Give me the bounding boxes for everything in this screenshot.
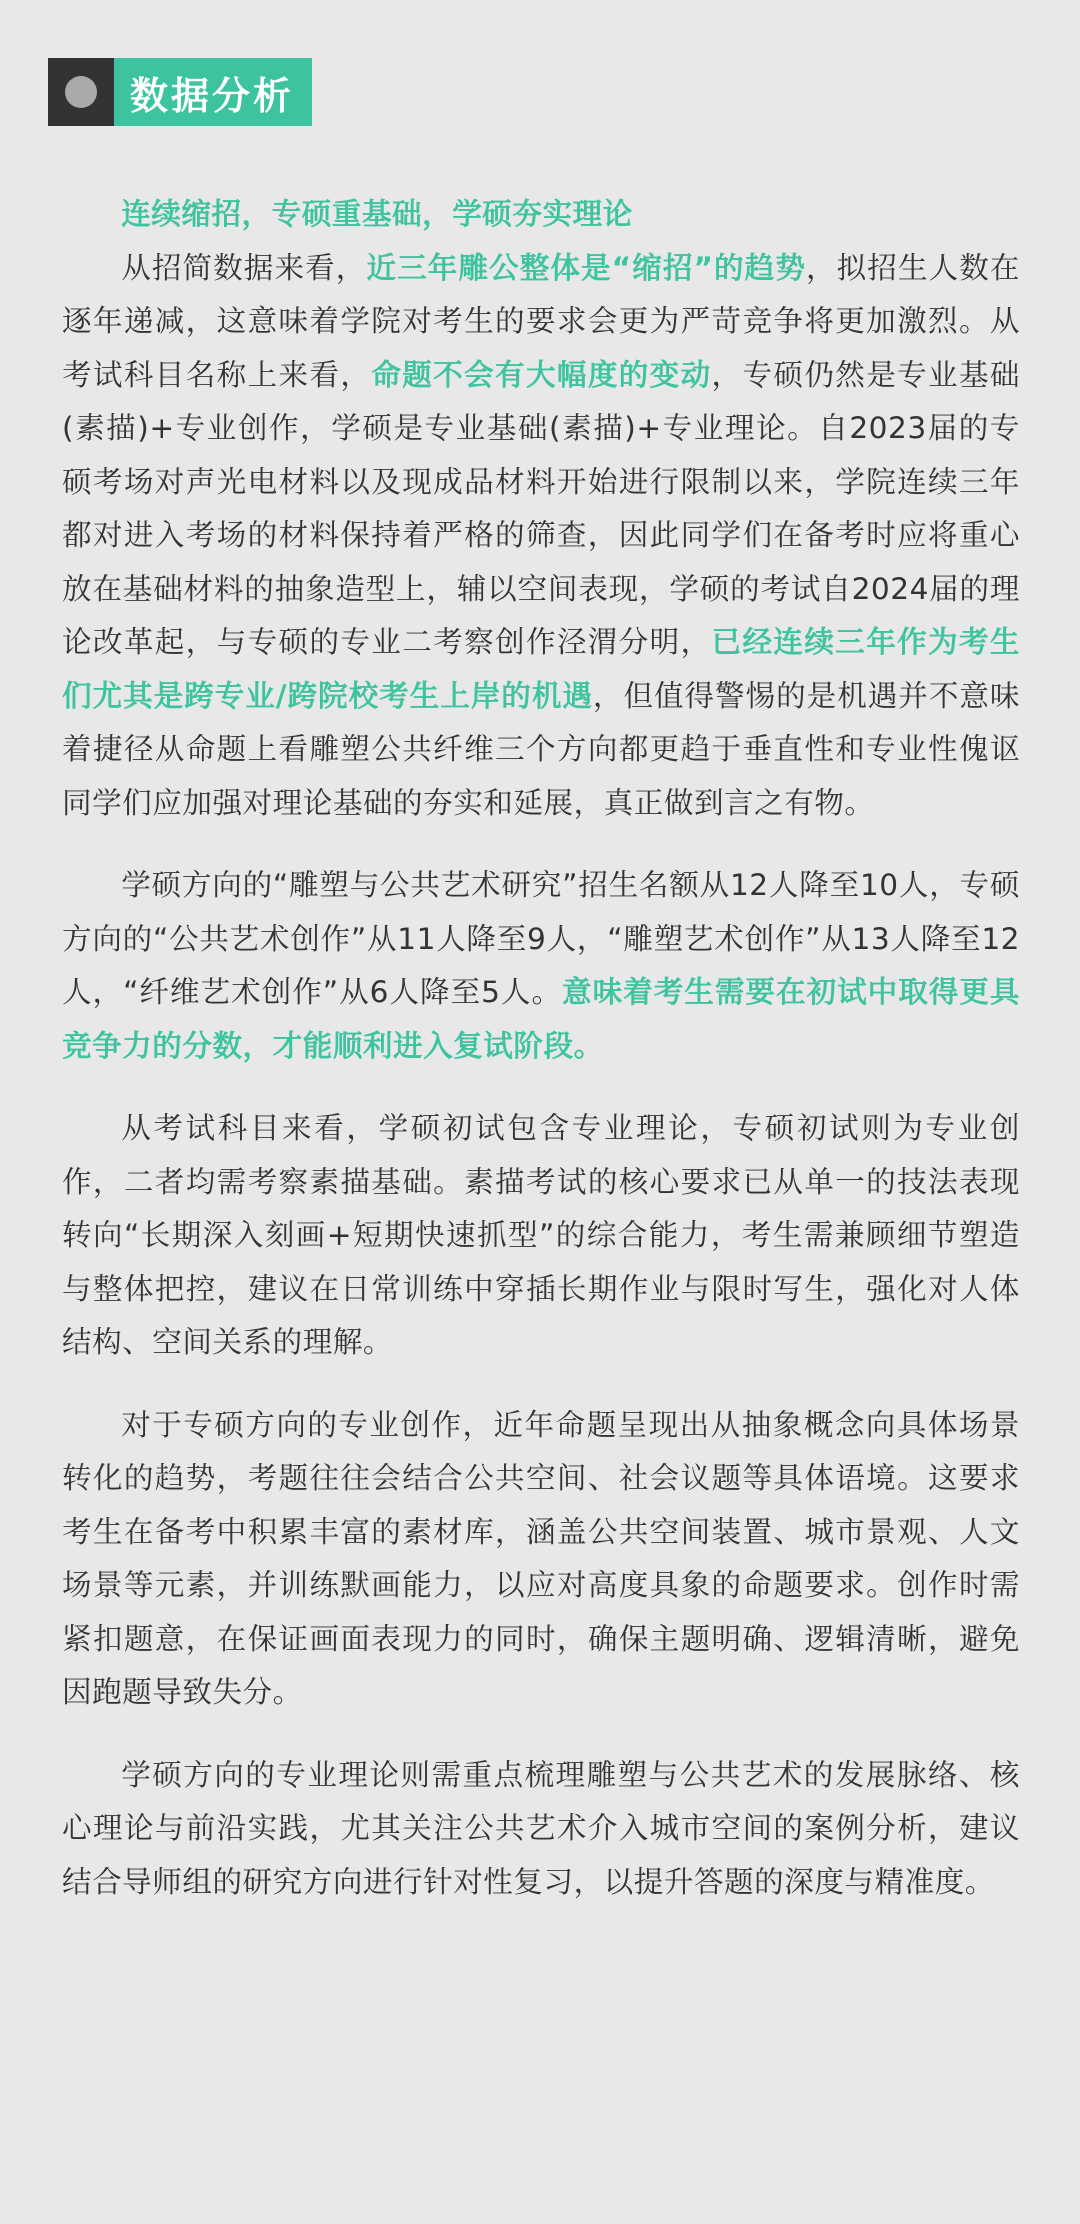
paragraph [62,1102,1020,1370]
body-text: 学硕方向的“雕塑与公共艺术研究”招生名额从12人降至10人，专硕方向的“公共艺术创作”从11人降至9人，“雕塑艺术创作”从13人降至12人，“纤维艺术创作”从6人降至5人。 [62,868,1020,1009]
body-text: 从考试科目来看，学硕初试包含专业理论，专硕初试则为专业创作，二者均需考察素描基础。素描考试的核心要求已从单一的技法表现转向“长期深入刻画+短期快速抓型”的综合能力，考生需兼顾细节塑造与整体把控，建议在日常训练中穿插长期作业与限时写生，强化对人体结构、空间关系的理解。 [62,1111,1020,1359]
header-title: 数据分析 [114,58,312,126]
paragraph [62,1399,1020,1720]
paragraph [62,1749,1020,1910]
section-heading: 连续缩招，专硕重基础，学硕夯实理论 [121,197,633,231]
highlight-text: 意味着考生需要在初试中取得更具竞争力的分数，才能顺利进入复试阶段。 [62,975,1020,1063]
body-text: ，专硕仍然是专业基础(素描)+专业创作，学硕是专业基础(素描)+专业理论。自2023届的专硕考场对声光电材料以及现成品材料开始进行限制以来，学院连续三年都对进入考场的材料保持着严格的筛查，因此同学们在备考时应将重心放在基础材料的抽象造型上，辅以空间表现，学硕的考试自2024届的理论改革起，与专硕的专业二考察创作泾渭分明， [62,357,1021,659]
body-text: 对于专硕方向的专业创作，近年命题呈现出从抽象概念向具体场景转化的趋势，考题往往会结合公共空间、社会议题等具体语境。这要求考生在备考中积累丰富的素材库，涵盖公共空间装置、城市景观、人文场景等元素，并训练默画能力，以应对高度具象的命题要求。创作时需紧扣题意，在保证画面表现力的同时，确保主题明确、逻辑清晰，避免因跑题导致失分。 [62,1407,1020,1709]
highlight-text: 已经连续三年作为考生们尤其是跨专业/跨院校考生上岸的机遇 [62,625,1021,713]
article-body [62,188,1020,1938]
body-text: 从招简数据来看， [121,250,367,285]
paragraph-list [62,242,1020,1910]
body-text: 学硕方向的专业理论则需重点梳理雕塑与公共艺术的发展脉络、核心理论与前沿实践，尤其关注公共艺术介入城市空间的案例分析，建议结合导师组的研究方向进行针对性复习，以提升答题的深度与精准度。 [62,1757,1020,1899]
header-icon-box [48,58,114,126]
highlight-text: 命题不会有大幅度的变动 [371,357,712,392]
body-text: ，拟招生人数在逐年递减，这意味着学院对考生的要求会更为严苛竞争将更加激烈。从考试科目名称上来看， [62,250,1021,392]
paragraph [62,859,1020,1073]
body-text: ，但值得警惕的是机遇并不意味着捷径从命题上看雕塑公共纤维三个方向都更趋于垂直性和专业性傀讴同学们应加强对理论基础的夯实和延展，真正做到言之有物。 [62,678,1020,820]
section-header [48,58,312,126]
highlight-text: 近三年雕公整体是“缩招”的趋势 [366,250,806,285]
paragraph [62,242,1020,831]
circle-dot-icon [65,76,97,108]
